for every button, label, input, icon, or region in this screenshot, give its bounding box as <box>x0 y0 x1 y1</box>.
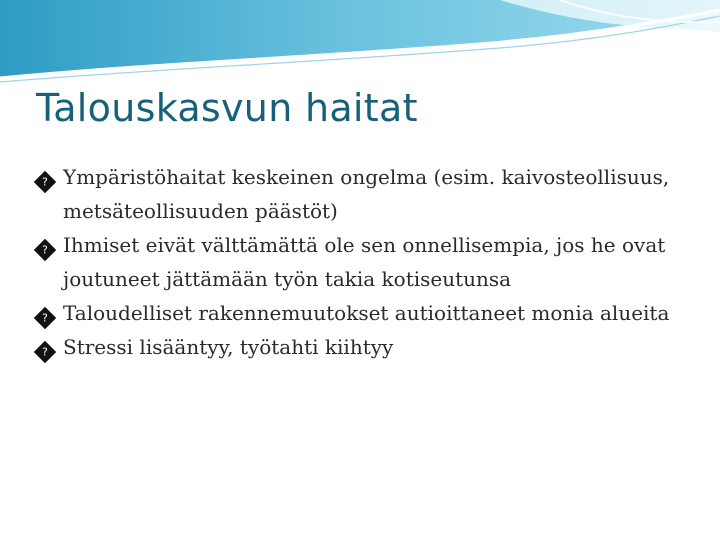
bullet-text: Ihmiset eivät välttämättä ole sen onnellisempia, jos he ovat joutuneet jättämään työn takia kotiseutunsa <box>63 233 666 291</box>
bullet-list <box>34 160 694 364</box>
unknown-glyph-icon: ? <box>34 239 56 261</box>
bullet-text: Taloudelliset rakennemuutokset autioittaneet monia alueita <box>63 301 670 325</box>
bullet-item <box>34 296 694 330</box>
unknown-glyph-icon: ? <box>34 307 56 329</box>
bullet-item <box>34 160 694 228</box>
bullet-text: Stressi lisääntyy, työtahti kiihtyy <box>63 335 394 359</box>
bullet-item <box>34 330 694 364</box>
bullet-item <box>34 228 694 296</box>
unknown-glyph-icon: ? <box>34 341 56 363</box>
decorative-wave-banner <box>0 0 720 90</box>
slide-title: Talouskasvun haitat <box>36 86 418 130</box>
bullet-text: Ympäristöhaitat keskeinen ongelma (esim. kaivosteollisuus, metsäteollisuuden päästöt) <box>63 165 670 223</box>
unknown-glyph-icon: ? <box>34 171 56 193</box>
